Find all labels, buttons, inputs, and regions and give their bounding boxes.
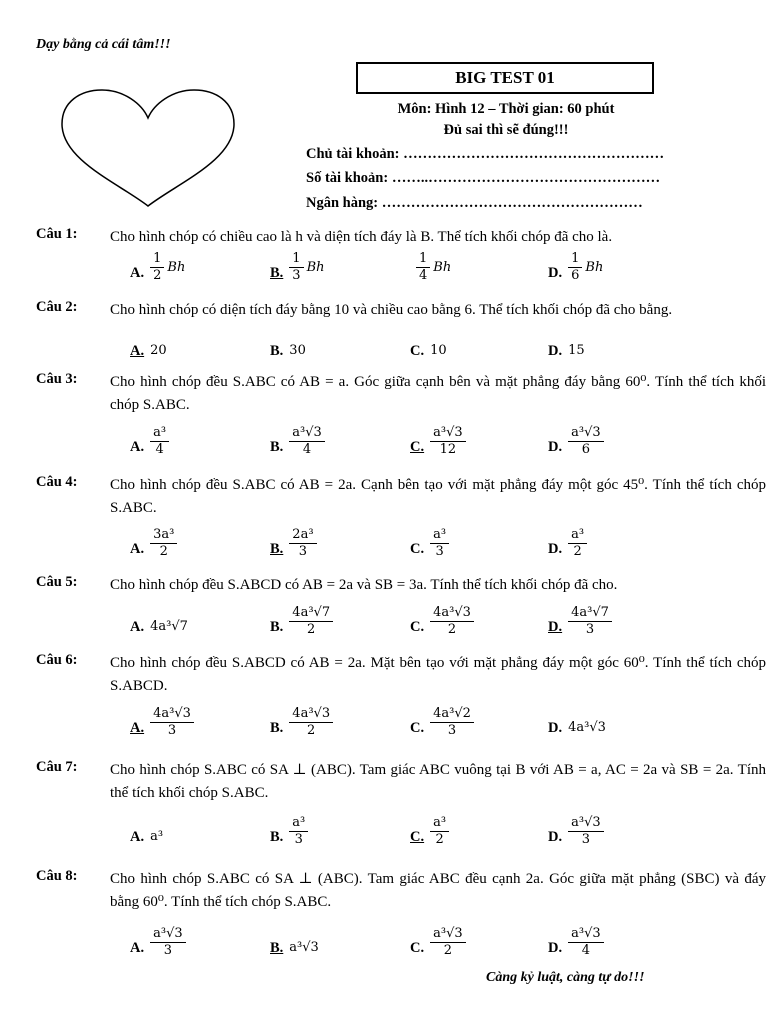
answer-option [130, 326, 167, 362]
answer-option [410, 248, 451, 284]
option-value: 4a³√7 [150, 619, 188, 634]
answer-option [270, 703, 333, 739]
fraction-denominator: 4 [155, 442, 164, 457]
options-7 [36, 812, 736, 848]
fraction [430, 926, 466, 959]
answer-option [548, 602, 612, 638]
fraction-numerator: 1 [150, 251, 164, 268]
options-6 [36, 703, 736, 739]
option-letter: D. [548, 541, 563, 557]
fraction-denominator: 4 [302, 442, 312, 457]
option-letter: A. [130, 940, 145, 956]
option-letter: A. [130, 720, 145, 736]
option-letter: B. [270, 829, 284, 845]
subtitle: Môn: Hình 12 – Thời gian: 60 phút [397, 101, 615, 117]
option-letter: B. [270, 265, 284, 281]
option-letter: D. [548, 439, 563, 455]
fraction [430, 815, 449, 848]
option-letter: D. [548, 720, 563, 736]
fraction-numerator: 1 [289, 251, 303, 268]
fraction [568, 815, 604, 848]
answer-option [270, 422, 325, 458]
option-letter: A. [130, 439, 145, 455]
answer-option [270, 248, 325, 284]
answer-option [270, 812, 308, 848]
fraction-denominator: 2 [153, 268, 162, 283]
option-letter: A. [130, 265, 145, 281]
fraction-denominator: 2 [159, 544, 168, 559]
fraction-numerator: a³√3 [568, 815, 604, 832]
option-letter: A. [130, 619, 145, 635]
option-suffix: Bh [585, 260, 604, 275]
fraction [150, 251, 164, 284]
options-3 [36, 422, 736, 458]
answer-option [548, 812, 604, 848]
fraction-denominator: 3 [163, 943, 173, 958]
options-8 [36, 923, 736, 959]
fraction-denominator: 2 [307, 622, 316, 637]
fraction-denominator: 2 [435, 832, 444, 847]
fraction-numerator: 4a³√3 [430, 605, 474, 622]
question-label: Câu 2: [36, 299, 78, 315]
option-letter: C. [410, 720, 425, 736]
fraction-numerator: 4a³√2 [430, 706, 474, 723]
fraction-denominator: 3 [585, 622, 595, 637]
fraction [430, 527, 449, 560]
fraction-denominator: 3 [435, 544, 444, 559]
answer-option [410, 812, 449, 848]
fraction-numerator: a³ [430, 815, 449, 832]
question-label: Câu 8: [36, 868, 78, 884]
answer-option [548, 923, 604, 959]
answer-option [410, 422, 466, 458]
option-letter: D. [548, 265, 563, 281]
option-letter: B. [270, 541, 284, 557]
answer-option [130, 602, 188, 638]
question-text: Cho hình chóp có chiều cao là h và diện tích đáy là B. Thể tích khối chóp đã cho là. [110, 229, 613, 245]
answer-option [130, 524, 177, 560]
fraction-denominator: 3 [298, 544, 308, 559]
fraction-denominator: 3 [447, 723, 457, 738]
question-text: Cho hình chóp đều S.ABC có AB = a. Góc giữa cạnh bên và mặt phẳng đáy bằng 60⁰. Tính thể tích khối chóp S.ABC. [110, 374, 766, 413]
fraction-numerator: a³√3 [568, 425, 604, 442]
answer-option [270, 524, 317, 560]
fraction [568, 926, 604, 959]
option-letter: A. [130, 343, 145, 359]
fraction-denominator: 3 [167, 723, 177, 738]
fraction-denominator: 6 [581, 442, 591, 457]
fraction-denominator: 4 [419, 268, 428, 283]
motto: Dạy bằng cả cái tâm!!! [36, 37, 171, 52]
fraction-denominator: 2 [307, 723, 316, 738]
fraction [289, 425, 325, 458]
fraction [568, 605, 612, 638]
account-holder: Chủ tài khoản: ……………………………………………… [306, 146, 665, 162]
fraction-numerator: a³ [430, 527, 449, 544]
question-text: Cho hình chóp đều S.ABCD có AB = 2a và SB = 3a. Tính thể tích khối chóp đã cho. [110, 577, 618, 593]
answer-option [130, 703, 194, 739]
option-letter: D. [548, 619, 563, 635]
question-text: Cho hình chóp có diện tích đáy bằng 10 và chiều cao bằng 6. Thể tích khối chóp đã cho bằng. [110, 302, 673, 318]
fraction [430, 706, 474, 739]
option-suffix: Bh [167, 260, 186, 275]
option-letter: C. [410, 829, 425, 845]
option-letter: C. [410, 541, 425, 557]
fraction [289, 815, 308, 848]
fraction [568, 251, 582, 284]
option-value: 4a³√3 [568, 720, 606, 735]
fraction [150, 926, 186, 959]
fraction [289, 527, 316, 560]
answer-option [548, 703, 606, 739]
options-5 [36, 602, 736, 638]
option-letter: A. [130, 541, 145, 557]
fraction-numerator: 4a³√3 [289, 706, 333, 723]
fraction-denominator: 2 [447, 622, 457, 637]
question-text: Cho hình chóp đều S.ABC có AB = 2a. Cạnh bên tạo với mặt phẳng đáy một góc 45⁰. Tính thể tích chóp S.ABC. [110, 477, 766, 516]
option-value: a³√3 [289, 940, 319, 955]
option-letter: D. [548, 940, 563, 956]
account-number: Số tài khoản: ……..………………………………………… [306, 170, 661, 186]
answer-option [270, 602, 333, 638]
fraction-numerator: a³√3 [568, 926, 604, 943]
option-value: 20 [150, 343, 167, 358]
option-value: a³ [150, 829, 164, 844]
question-label: Câu 5: [36, 574, 78, 590]
answer-option [130, 812, 163, 848]
answer-option [130, 248, 185, 284]
title-box: BIG TEST 01 [356, 62, 654, 94]
fraction-numerator: a³√3 [430, 425, 466, 442]
question-label: Câu 7: [36, 759, 78, 775]
option-letter: B. [270, 940, 284, 956]
answer-option [548, 326, 585, 362]
answer-option [130, 422, 169, 458]
option-value: 10 [430, 343, 447, 358]
answer-option [410, 703, 474, 739]
option-value: 30 [289, 343, 306, 358]
fraction [568, 425, 604, 458]
fraction-numerator: 1 [416, 251, 430, 268]
option-suffix: Bh [433, 260, 452, 275]
fraction-numerator: 4a³√7 [568, 605, 612, 622]
option-suffix: Bh [306, 260, 325, 275]
answer-option [410, 923, 466, 959]
question-label: Câu 4: [36, 474, 78, 490]
options-1 [36, 248, 736, 284]
answer-option [410, 326, 447, 362]
fraction [150, 425, 169, 458]
answer-option [270, 923, 319, 959]
option-letter: A. [130, 829, 145, 845]
slogan: Đủ sai thì sẽ đúng!!! [443, 122, 569, 138]
question-label: Câu 6: [36, 652, 78, 668]
answer-option [548, 524, 587, 560]
fraction-numerator: 1 [568, 251, 582, 268]
fraction-denominator: 3 [581, 832, 591, 847]
fraction [289, 605, 333, 638]
fraction-numerator: a³ [568, 527, 587, 544]
answer-option [548, 422, 604, 458]
option-letter: B. [270, 619, 284, 635]
bank-name: Ngân hàng: ……………………………………………… [306, 195, 643, 211]
fraction-denominator: 2 [573, 544, 582, 559]
fraction-numerator: a³√3 [289, 425, 325, 442]
heart-icon [58, 88, 238, 208]
option-letter: B. [270, 439, 284, 455]
option-letter: B. [270, 720, 284, 736]
option-letter: C. [410, 940, 425, 956]
fraction-numerator: a³ [150, 425, 169, 442]
fraction-numerator: a³√3 [430, 926, 466, 943]
footer-slogan: Càng kỷ luật, càng tự do!!! [486, 970, 645, 985]
fraction-denominator: 2 [443, 943, 453, 958]
option-letter: D. [548, 829, 563, 845]
fraction-numerator: a³√3 [150, 926, 186, 943]
option-letter: B. [270, 343, 284, 359]
options-2 [36, 326, 736, 362]
question-label: Câu 3: [36, 371, 78, 387]
fraction [430, 425, 466, 458]
fraction-denominator: 3 [292, 268, 301, 283]
fraction [289, 706, 333, 739]
fraction-denominator: 12 [439, 442, 457, 457]
option-letter: C. [410, 619, 425, 635]
fraction [430, 605, 474, 638]
options-4 [36, 524, 736, 560]
answer-option [130, 923, 186, 959]
fraction [150, 527, 177, 560]
question-label: Câu 1: [36, 226, 78, 242]
fraction-numerator: 4a³√7 [289, 605, 333, 622]
question-text: Cho hình chóp S.ABC có SA ⊥ (ABC). Tam giác ABC vuông tại B với AB = a, AC = 2a và SB = 2a. Tính thể tích khối chóp S.ABC. [110, 762, 766, 801]
option-letter: C. [410, 343, 425, 359]
fraction-numerator: 3a³ [150, 527, 177, 544]
fraction-denominator: 4 [581, 943, 591, 958]
fraction [289, 251, 303, 284]
fraction-denominator: 6 [571, 268, 580, 283]
fraction-numerator: 4a³√3 [150, 706, 194, 723]
question-text: Cho hình chóp S.ABC có SA ⊥ (ABC). Tam giác ABC đều cạnh 2a. Góc giữa mặt phẳng (SBC) và đáy bằng 60⁰. Tính thể tích chóp S.ABC. [110, 871, 766, 910]
fraction [416, 251, 430, 284]
fraction [568, 527, 587, 560]
answer-option [548, 248, 603, 284]
fraction-numerator: 2a³ [289, 527, 316, 544]
option-value: 15 [568, 343, 585, 358]
option-letter: D. [548, 343, 563, 359]
answer-option [410, 602, 474, 638]
question-text: Cho hình chóp đều S.ABCD có AB = 2a. Mặt bên tạo với mặt phẳng đáy một góc 60⁰. Tính thể tích chóp S.ABCD. [110, 655, 766, 694]
answer-option [410, 524, 449, 560]
fraction-numerator: a³ [289, 815, 308, 832]
option-letter: C. [410, 439, 425, 455]
fraction [150, 706, 194, 739]
answer-option [270, 326, 306, 362]
fraction-denominator: 3 [294, 832, 303, 847]
